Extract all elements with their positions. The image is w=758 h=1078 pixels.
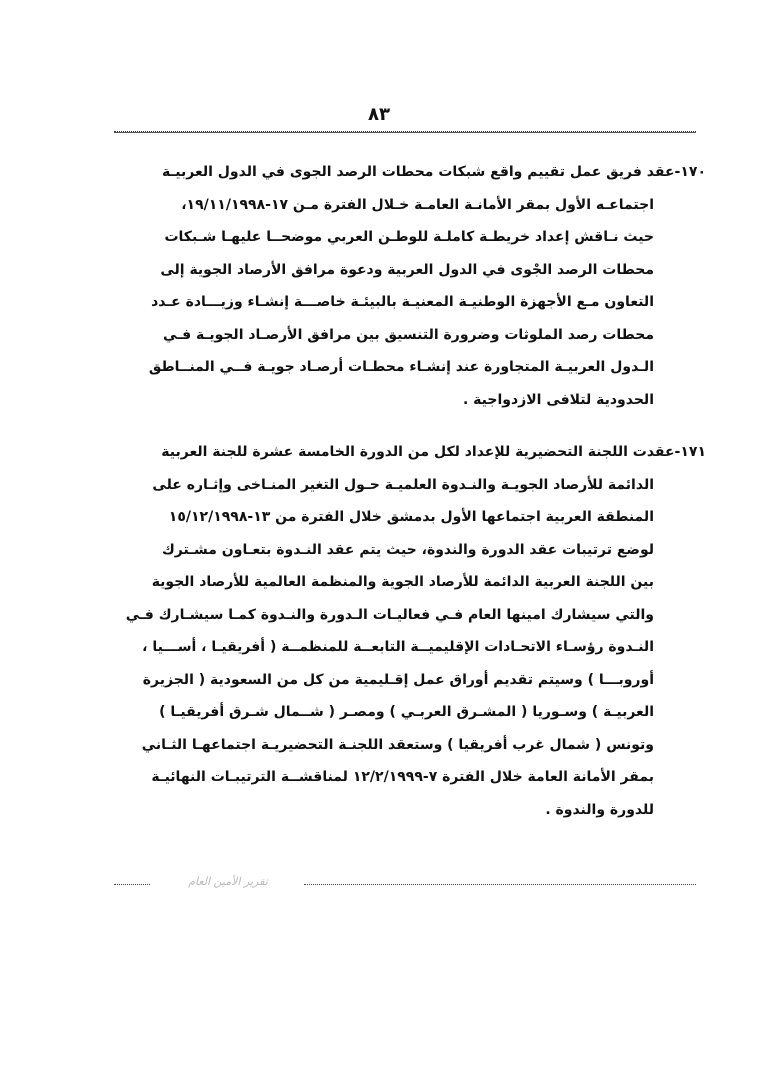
paragraph-line: محطات الرصد الجْوى في الدول العربية ودعوة مرافق الأرصاد الجوية إلى (160, 261, 654, 278)
paragraph-line: العربيـة ) وسـوريا ( المشـرق العربـي ) ومصـر ( شــمال شـرق أفريقيـا ) (159, 704, 654, 720)
paragraph-line: الـدول العربيـة المتجاورة عند إنشـاء محطـات أرصـاد جويـة فــي المنــاطق (148, 359, 654, 375)
page-number: ٨٣ (368, 104, 390, 125)
paragraph-line: بمقر الأمانة العامة خلال الفترة ٧-١٢/٢/١٩٩٩ لمناقشــة الترتيبـات النهائيـة (151, 769, 654, 785)
footer-text: تقرير الأمين العام (188, 875, 268, 888)
paragraph-line: لوضع ترتيبات عقد الدورة والندوة، حيث يتم عقد النـدوة بتعـاون مشـترك (161, 541, 654, 558)
paragraph-line: محطات رصد الملوثات وضرورة التنسيق بين مرافق الأرصـاد الجويـة فـي (163, 326, 654, 343)
paragraph-line: ١٧٠-عقد فريق عمل تقييم واقع شبكات محطات الرصد الجوى في الدول العربيـة (161, 164, 706, 180)
paragraph-item-170 (110, 156, 706, 416)
paragraph-line: اجتماعـه الأول بمقر الأمانـة العامـة خـلال الفترة مـن ١٧-١٩/١١/١٩٩٨، (181, 196, 654, 213)
paragraph-line: النـدوة رؤسـاء الاتحـادات الإقليميــة التابعــة للمنظمــة ( أفريقيـا ، أســـيا ، (142, 639, 654, 655)
paragraph-item-171 (110, 436, 706, 826)
paragraph-line: وتونس ( شمال غرب أفريقيا ) وستعقد اللجنـة التحضيريـة اجتماعهـا الثـاني (141, 736, 654, 753)
paragraph-line: بين اللجنة العربية الدائمة للأرصاد الجوية والمنظمة العالمية للأرصاد الجوية (151, 574, 654, 590)
paragraph-line: والتي سيشارك امينها العام فـي فعاليـات الـدورة والنـدوة كمـا سيشـارك فـي (125, 606, 654, 623)
page-footer (114, 875, 696, 895)
paragraph-line: أوروبـــا ) وسيتم تقديم أوراق عمل إقـليمية من كل من السعودية ( الجزيرة (142, 671, 654, 688)
header-divider (114, 131, 696, 133)
footer-divider-long (304, 884, 696, 885)
paragraph-line: المنطقة العربية اجتماعها الأول بدمشق خلال الفترة من ١٣-١٥/١٢/١٩٩٨ (168, 509, 654, 525)
paragraph-line: التعاون مـع الأجهزة الوطنيـة المعنيـة بالبيئـة خاصـــة إنشـاء وزيـــادة عـدد (151, 294, 654, 310)
paragraph-line: للدورة والندوة . (545, 801, 654, 818)
paragraph-line: الحدودية لتلافى الازدواجية . (462, 391, 654, 408)
footer-divider-short (114, 884, 150, 885)
paragraph-line: ١٧١-عقدت اللجنة التحضيرية للإعداد لكل من الدورة الخامسة عشرة للجنة العربية (161, 444, 706, 460)
paragraph-line: الدائمة للأرصاد الجويـة والنـدوة العلميـة حـول التغير المنـاخى وإثـاره على (152, 476, 654, 493)
paragraph-line: حيث نـاقش إعداد خريطـة كاملـة للوطـن العربي موضحــا عليهـا شـبكات (164, 229, 654, 245)
